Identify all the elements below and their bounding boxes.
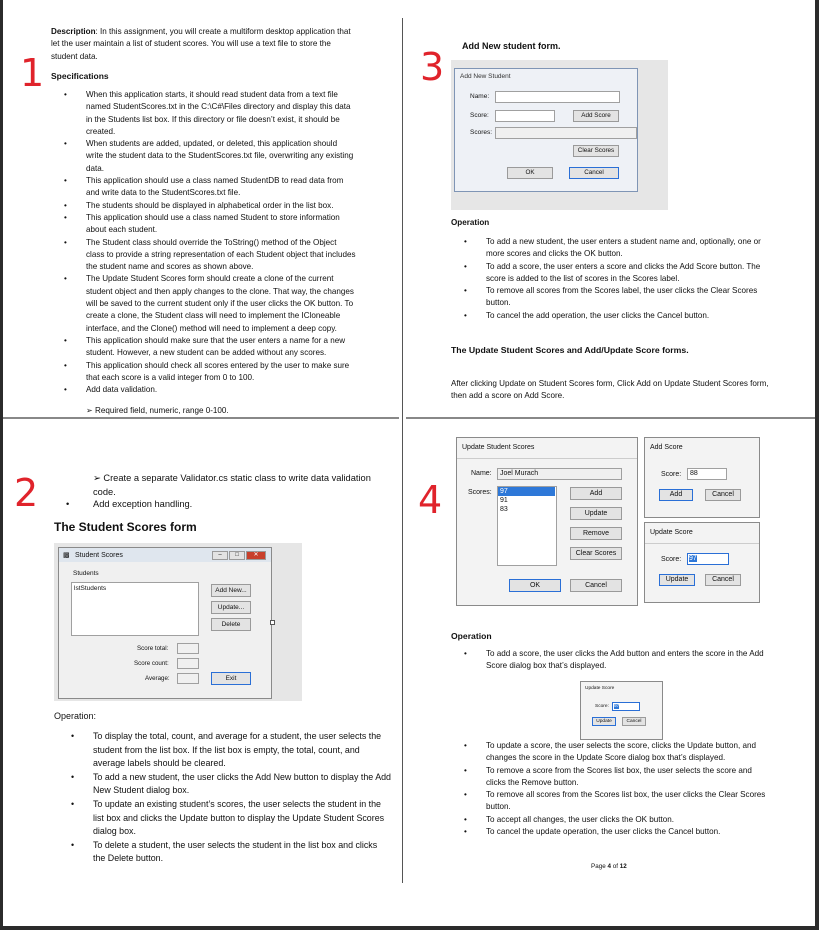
- page-total: 12: [619, 863, 627, 870]
- list-item: • To delete a student, the user selects the student in the list box and clicks the Delete button.: [93, 839, 391, 866]
- students-listbox[interactable]: lstStudents: [71, 582, 199, 636]
- remove-button[interactable]: Remove: [570, 527, 622, 540]
- operation-list-q4-first: [486, 648, 771, 673]
- list-item: • This application should check all scores entered by the user to make sure that each score is a valid integer from 0 to 100.: [86, 360, 356, 385]
- score-input[interactable]: [495, 110, 555, 122]
- page-border-right: [815, 0, 819, 930]
- delete-button[interactable]: Delete: [211, 618, 251, 631]
- list-item: • To remove all scores from the Scores list box, the user clicks the Clear Scores button.: [486, 789, 771, 814]
- name-label: Name:: [471, 470, 492, 477]
- validator-sub-item: [93, 472, 383, 499]
- list-item: • This application should make sure that the user enters a name for a new student. However, a new student can be added without any scores.: [86, 335, 356, 360]
- exit-button[interactable]: Exit: [211, 672, 251, 685]
- title-divider: [457, 458, 637, 459]
- average-label: Average:: [145, 675, 170, 682]
- exception-bullet: •: [66, 499, 70, 509]
- arrow-bullet-icon: ➢: [93, 473, 104, 483]
- add-score-window: [644, 437, 760, 518]
- minimize-button[interactable]: –: [212, 551, 228, 560]
- window-title: Student Scores: [75, 552, 123, 559]
- score-label: Score:: [595, 704, 609, 709]
- quadrant-number-3: 3: [420, 45, 445, 89]
- close-button[interactable]: ✕: [246, 551, 266, 560]
- score-total-value: [177, 643, 199, 654]
- window-title: Add New Student: [460, 73, 511, 80]
- add-new-student-heading: Add New student form.: [462, 41, 561, 51]
- operation-label-q2: Operation:: [54, 711, 97, 721]
- score-label: Score:: [661, 556, 682, 563]
- score-input[interactable]: [687, 553, 729, 565]
- scores-listbox[interactable]: [497, 486, 557, 566]
- column-divider: [402, 18, 403, 883]
- add-new-student-window: [454, 68, 638, 192]
- operation-label-q4: Operation: [451, 631, 492, 641]
- sub-item-text: Required field, numeric, range 0-100.: [95, 406, 229, 415]
- page-prefix: Page: [591, 863, 608, 870]
- score-label: Score:: [661, 471, 682, 478]
- arrow-bullet-icon: ➢: [86, 406, 96, 415]
- add-score-button[interactable]: Add Score: [573, 110, 619, 122]
- score-count-value: [177, 658, 199, 669]
- title-divider: [645, 543, 759, 544]
- update-score-window: [644, 522, 760, 603]
- list-item[interactable]: 91: [500, 497, 508, 504]
- exception-text: Add exception handling.: [93, 499, 193, 509]
- update-button[interactable]: Update...: [211, 601, 251, 614]
- list-item: • To cancel the add operation, the user clicks the Cancel button.: [486, 310, 768, 322]
- add-button[interactable]: Add: [659, 489, 693, 501]
- list-item: • When this application starts, it should read student data from a text file named StudentScores.txt in the C:\C#\Files directory and display this data in the Students list box. If this directory or file doesn’t exist, it should be created.: [86, 89, 356, 138]
- scores-label: Scores:: [470, 129, 493, 136]
- add-new-button[interactable]: Add New...: [211, 584, 251, 597]
- score-label: Score:: [470, 112, 489, 119]
- cancel-button[interactable]: Cancel: [705, 489, 741, 501]
- quadrant-number-1: 1: [20, 51, 45, 95]
- window-icon: ▩: [63, 552, 70, 559]
- list-item: • To accept all changes, the user clicks the OK button.: [486, 814, 771, 826]
- list-item: • The students should be displayed in alphabetical order in the list box.: [86, 200, 356, 212]
- maximize-button[interactable]: □: [229, 551, 245, 560]
- update-student-scores-window: [456, 437, 638, 606]
- cancel-button[interactable]: Cancel: [622, 717, 646, 726]
- list-item: • When students are added, updated, or deleted, this application should write the student data to the StudentScores.txt file, overwriting any existing data.: [86, 138, 356, 175]
- cancel-button[interactable]: Cancel: [569, 167, 619, 179]
- operation-list-q3: [486, 236, 768, 322]
- score-input-selected-text: 97: [689, 555, 697, 562]
- list-item: • To add a score, the user clicks the Add button and enters the score in the Add Score dialog box that’s displayed.: [486, 648, 771, 673]
- update-button[interactable]: Update: [592, 717, 616, 726]
- score-input[interactable]: 88: [687, 468, 727, 480]
- scores-label: Scores:: [468, 489, 492, 496]
- page-number: [591, 863, 627, 870]
- quadrant-divider-right: [406, 417, 815, 419]
- update-forms-heading: The Update Student Scores and Add/Update Score forms.: [451, 345, 689, 355]
- window-title: Update Score: [585, 686, 615, 691]
- description-text: : In this assignment, you will create a multiform desktop application that let the user maintain a list of student scores. You will use a text file to store the student data.: [51, 27, 351, 61]
- mini-update-score-window: [580, 681, 663, 740]
- add-button[interactable]: Add: [570, 487, 622, 500]
- update-button[interactable]: Update: [659, 574, 695, 586]
- name-label: Name:: [470, 93, 490, 100]
- scores-display: [495, 127, 637, 139]
- student-scores-window: [58, 547, 272, 699]
- clear-scores-button[interactable]: Clear Scores: [573, 145, 619, 157]
- list-item: • To cancel the update operation, the user clicks the Cancel button.: [486, 826, 771, 838]
- list-item: • To add a score, the user enters a score and clicks the Add Score button. The score is added to the list of scores in the Scores label.: [486, 261, 768, 286]
- score-count-label: Score count:: [134, 660, 169, 667]
- list-item: • Add data validation.: [86, 384, 356, 396]
- average-value: [177, 673, 199, 684]
- window-title: Update Student Scores: [462, 444, 535, 451]
- name-value: Joel Murach: [497, 468, 622, 480]
- list-item: • The Student class should override the ToString() method of the Object class to provide a string representation of each Student object that includes the student name and scores as shown above.: [86, 237, 356, 274]
- operation-list-q2: [93, 730, 391, 866]
- list-item[interactable]: 97: [498, 487, 555, 496]
- list-item: • To update a score, the user selects the score, clicks the Update button, and changes the score in the Update Score dialog box that’s displayed.: [486, 740, 771, 765]
- list-item: • This application should use a class named Student to store information about each student.: [86, 212, 356, 237]
- operation-label-q3: Operation: [451, 218, 490, 227]
- quadrant-number-4: 4: [418, 478, 443, 522]
- quadrant-divider-left: [3, 417, 399, 419]
- student-scores-heading: The Student Scores form: [54, 520, 197, 534]
- list-item: • To display the total, count, and average for a student, the user selects the student from the list box. If the list box is empty, the total, count, and average labels should be cleared.: [93, 730, 391, 771]
- list-item: • This application should use a class named StudentDB to read data from and write data to the StudentScores.txt file.: [86, 175, 356, 200]
- score-input[interactable]: [612, 702, 640, 711]
- clear-scores-button[interactable]: Clear Scores: [570, 547, 622, 560]
- window-title: Add Score: [650, 444, 683, 451]
- list-item: • The Update Student Scores form should create a clone of the current student object and then apply changes to the clone. That way, the changes will be saved to the current student only if the user clicks the OK button. To create a clone, the Student class will need to implement the ICloneable interface, and the Clone() method will need to implement a deep copy.: [86, 273, 356, 334]
- operation-list-q4: [486, 740, 771, 838]
- score-input-selected-text: 97: [614, 704, 620, 709]
- validator-text: Create a separate Validator.cs static class to write data validation code.: [93, 473, 371, 497]
- page-border-bottom: [0, 926, 819, 930]
- quadrant-number-2: 2: [14, 471, 39, 515]
- list-item[interactable]: 83: [500, 506, 508, 513]
- ok-button[interactable]: OK: [507, 167, 553, 179]
- score-total-label: Score total:: [137, 645, 169, 652]
- list-item: • To remove all scores from the Scores label, the user clicks the Clear Scores button.: [486, 285, 768, 310]
- page-border-left: [0, 0, 3, 930]
- page-of: of: [610, 863, 620, 870]
- cancel-button[interactable]: Cancel: [570, 579, 622, 592]
- ok-button[interactable]: OK: [509, 579, 561, 592]
- list-item: • To add a new student, the user enters a student name and, optionally, one or more scores and clicks the OK button.: [486, 236, 768, 261]
- list-item: • To update an existing student’s scores, the user selects the student in the list box and clicks the Update button to display the Update Student Scores dialog box.: [93, 798, 391, 839]
- students-label: Students: [73, 570, 99, 577]
- description-label: Description: [51, 27, 96, 36]
- list-item: • To remove a score from the Scores list box, the user selects the score and clicks the Remove button.: [486, 765, 771, 790]
- update-button[interactable]: Update: [570, 507, 622, 520]
- sub-item-required: [86, 405, 229, 417]
- name-input[interactable]: [495, 91, 620, 103]
- page-current: 4: [607, 863, 611, 870]
- resize-handle: [270, 620, 275, 625]
- specifications-heading: Specifications: [51, 71, 109, 81]
- specifications-list: [86, 89, 356, 396]
- description-paragraph: [51, 26, 357, 63]
- cancel-button[interactable]: Cancel: [705, 574, 741, 586]
- update-forms-text: After clicking Update on Student Scores form, Click Add on Update Student Scores form, then add a score on Add Score.: [451, 379, 769, 401]
- window-title: Update Score: [650, 529, 693, 536]
- list-item: • To add a new student, the user clicks the Add New button to display the Add New Student dialog box.: [93, 771, 391, 798]
